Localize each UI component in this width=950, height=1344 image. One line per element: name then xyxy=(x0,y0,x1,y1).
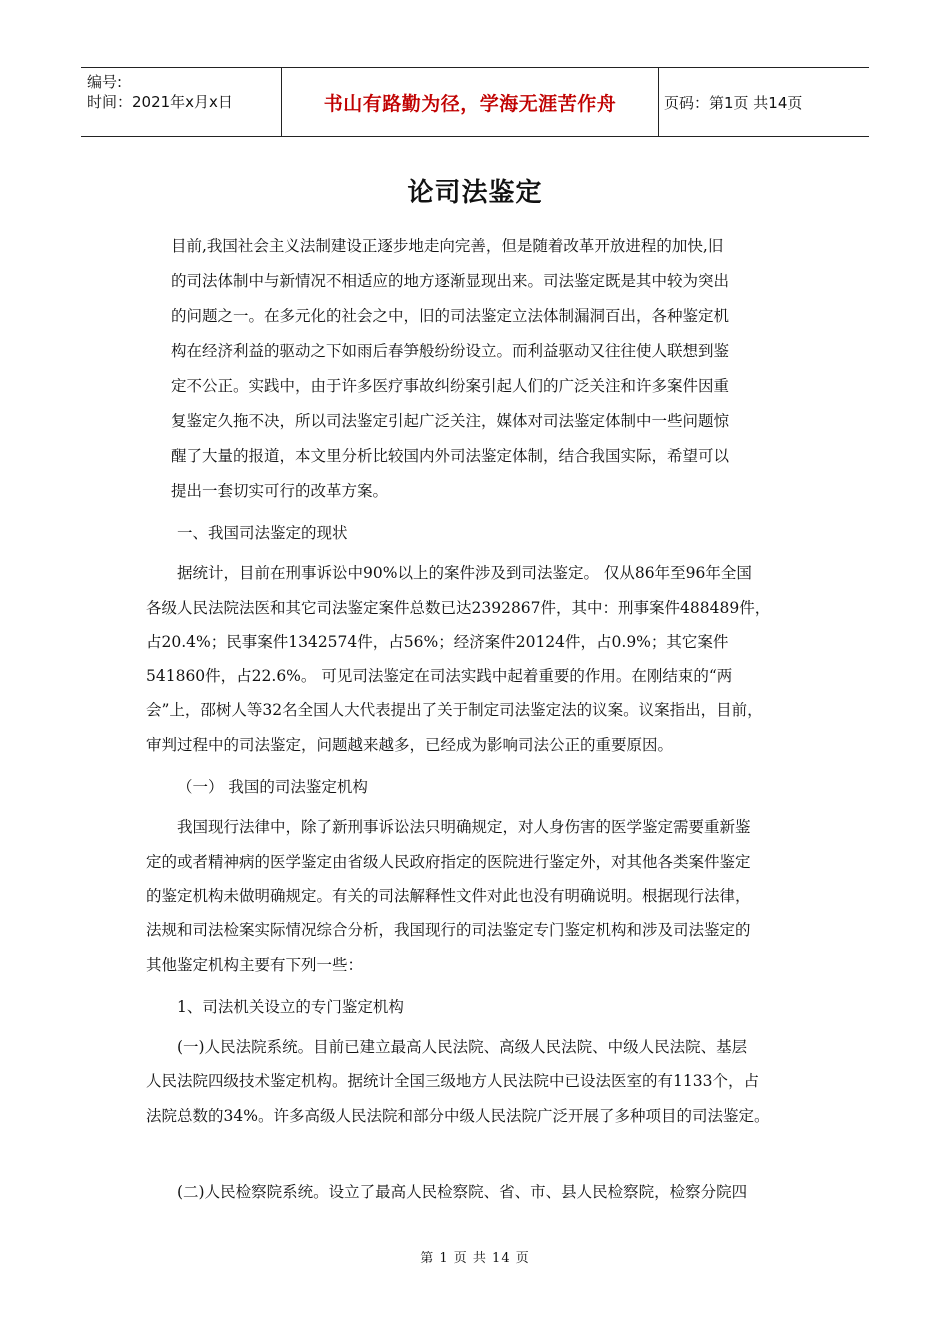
subsection-heading: （一） 我国的司法鉴定机构 xyxy=(177,778,368,796)
body-line: (二)人民检察院系统。设立了最高人民检察院、省、市、县人民检察院，检察分院四 xyxy=(177,1183,748,1201)
body-line: 构在经济利益的驱动之下如雨后春笋般纷纷设立。而利益驱动又往往使人联想到鉴 xyxy=(171,342,730,360)
body-line: 的鉴定机构未做明确规定。有关的司法解释性文件对此也没有明确说明。根据现行法律， xyxy=(146,887,751,905)
body-line: 据统计，目前在刑事诉讼中90%以上的案件涉及到司法鉴定。 仅从86年至96年全国 xyxy=(177,564,752,582)
body-line: 541860件，占22.6%。 可见司法鉴定在司法实践中起着重要的作用。在刚结束的“两 xyxy=(146,667,733,685)
page-header xyxy=(81,67,869,137)
section-heading: 一、我国司法鉴定的现状 xyxy=(177,524,348,542)
body-line: (一)人民法院系统。目前已建立最高人民法院、高级人民法院、中级人民法院、基层 xyxy=(177,1038,748,1056)
body-line: 占20.4%；民事案件1342574件，占56%；经济案件20124件，占0.9%；其它案件 xyxy=(146,633,729,651)
body-line: 我国现行法律中，除了新刑事诉讼法只明确规定，对人身伤害的医学鉴定需要重新鉴 xyxy=(177,818,751,836)
header-page-info: 页码：第1页 共14页 xyxy=(664,93,803,112)
subsection-heading: 1、司法机关设立的专门鉴定机构 xyxy=(177,998,404,1016)
body-line: 醒了大量的报道，本文里分析比较国内外司法鉴定体制，结合我国实际，希望可以 xyxy=(171,447,730,465)
body-line: 复鉴定久拖不决，所以司法鉴定引起广泛关注，媒体对司法鉴定体制中一些问题惊 xyxy=(171,412,730,430)
body-line: 各级人民法院法医和其它司法鉴定案件总数已达2392867件，其中：刑事案件488489件， xyxy=(146,599,771,617)
body-line: 审判过程中的司法鉴定，问题越来越多，已经成为影响司法公正的重要原因。 xyxy=(146,736,674,754)
body-line: 其他鉴定机构主要有下列一些： xyxy=(146,956,364,974)
document-title: 论司法鉴定 xyxy=(407,178,543,208)
header-date-label: 时间：2021年x月x日 xyxy=(87,93,233,111)
body-line: 提出一套切实可行的改革方案。 xyxy=(171,482,389,500)
header-number-label: 编号: xyxy=(87,73,123,91)
body-line: 目前,我国社会主义法制建设正逐步地走向完善，但是随着改革开放进程的加快,旧 xyxy=(171,237,724,255)
body-line: 法院总数的34%。许多高级人民法院和部分中级人民法院广泛开展了多种项目的司法鉴定。 xyxy=(146,1107,770,1125)
body-line: 会”上，邵树人等32名全国人大代表提出了关于制定司法鉴定法的议案。议案指出，目前， xyxy=(146,701,763,719)
header-divider xyxy=(658,68,659,136)
body-line: 的问题之一。在多元化的社会之中，旧的司法鉴定立法体制漏洞百出，各种鉴定机 xyxy=(171,307,730,325)
body-line: 定的或者精神病的医学鉴定由省级人民政府指定的医院进行鉴定外，对其他各类案件鉴定 xyxy=(146,853,751,871)
body-line: 人民法院四级技术鉴定机构。据统计全国三级地方人民法院中已设法医室的有1133个，占 xyxy=(146,1072,759,1090)
body-line: 法规和司法检案实际情况综合分析，我国现行的司法鉴定专门鉴定机构和涉及司法鉴定的 xyxy=(146,921,751,939)
header-meta xyxy=(87,72,277,112)
body-line: 的司法体制中与新情况不相适应的地方逐渐显现出来。司法鉴定既是其中较为突出 xyxy=(171,272,730,290)
body-line: 定不公正。实践中，由于许多医疗事故纠纷案引起人们的广泛关注和许多案件因重 xyxy=(171,377,730,395)
header-motto: 书山有路勤为径，学海无涯苦作舟 xyxy=(323,92,617,115)
page-footer: 第 1 页 共 14 页 xyxy=(420,1251,530,1266)
